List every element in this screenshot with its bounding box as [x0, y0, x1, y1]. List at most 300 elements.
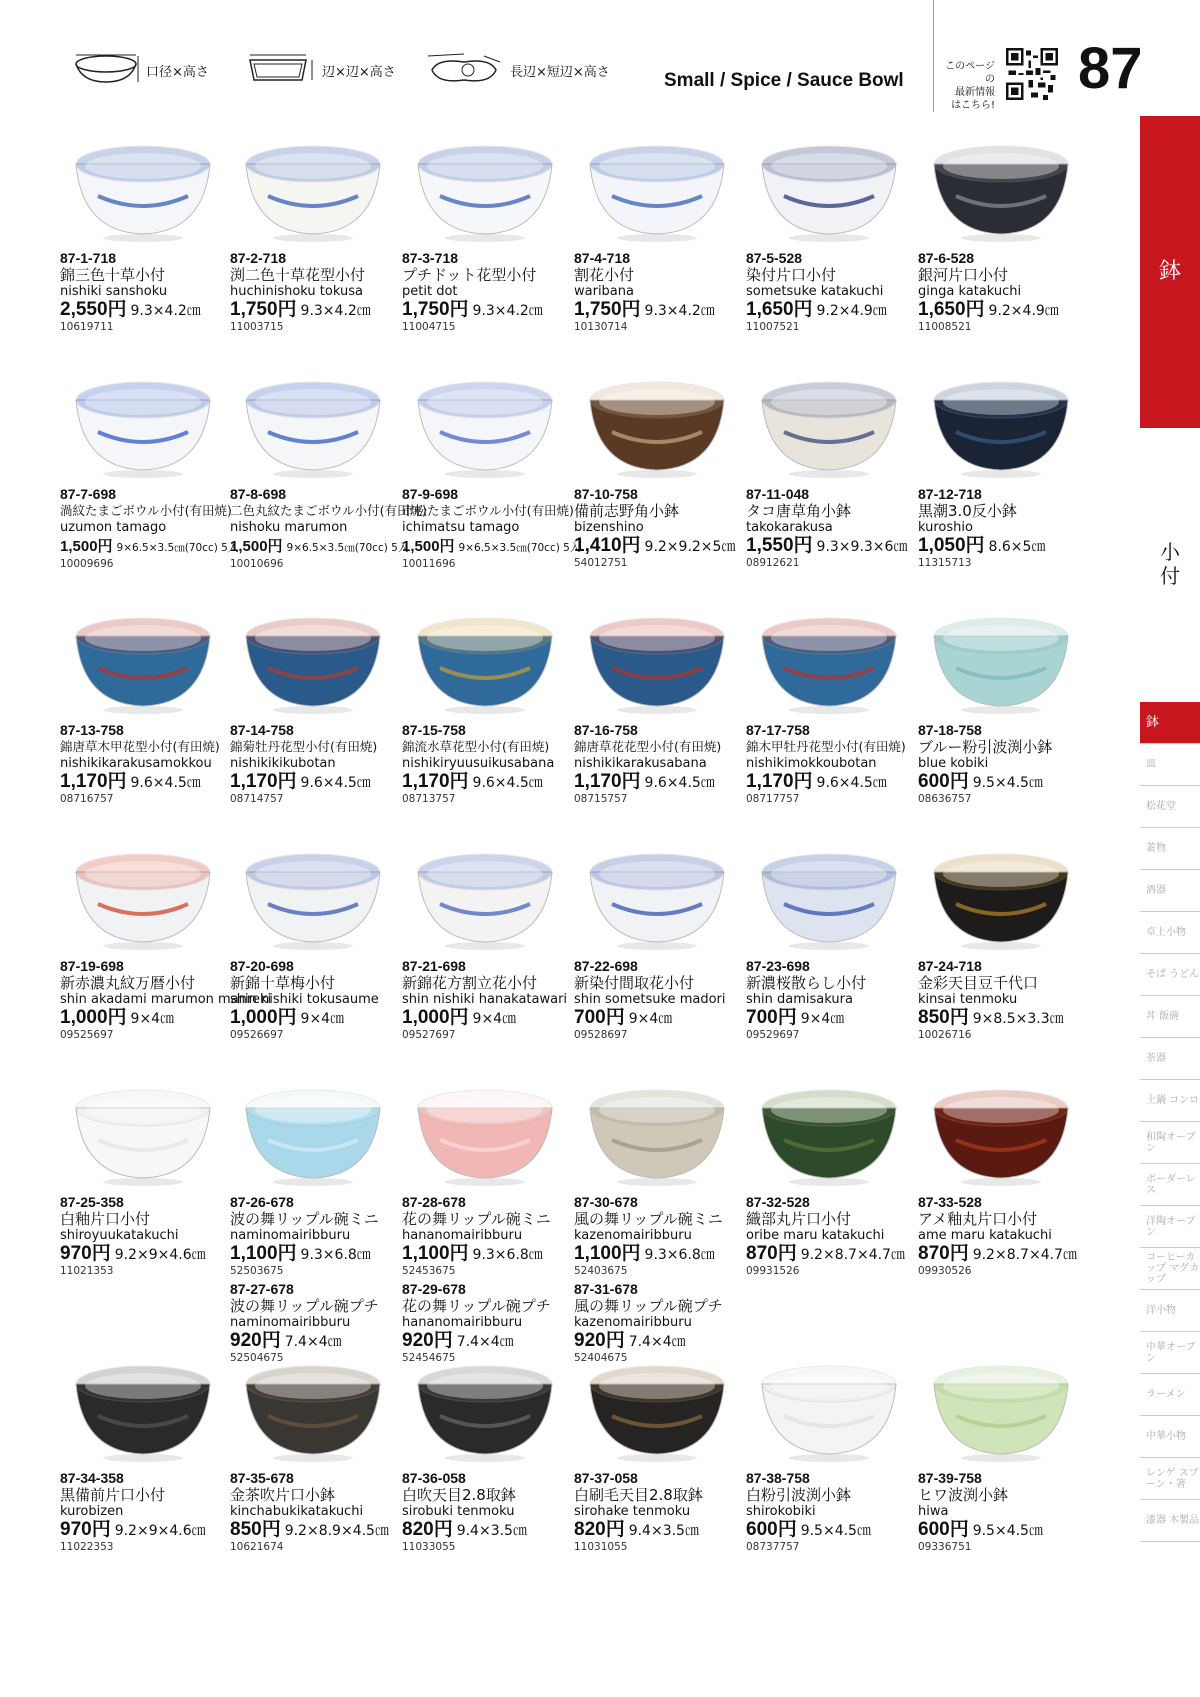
product-name: 白刷毛天目2.8取鉢 — [574, 1486, 703, 1504]
bowl-image — [68, 136, 218, 244]
bowl-image — [410, 608, 560, 716]
product-romaji: naminomairibburu — [230, 1228, 351, 1243]
product-romaji: shin damisakura — [746, 992, 853, 1007]
product-card[interactable] — [574, 1356, 750, 1553]
product-card[interactable] — [230, 844, 406, 1041]
product-code: 87-34-358 — [60, 1470, 124, 1486]
product-price: 1,170円 — [402, 771, 469, 792]
product-card[interactable] — [402, 844, 578, 1041]
product-sku: 11003715 — [230, 321, 284, 333]
product-card[interactable] — [60, 372, 239, 570]
product-price: 1,750円 — [574, 299, 641, 320]
product-sku: 08737757 — [746, 1541, 800, 1553]
product-sku: 09931526 — [746, 1265, 800, 1277]
product-romaji: sirobuki tenmoku — [402, 1504, 515, 1519]
product-sku: 09525697 — [60, 1029, 114, 1041]
product-name: 錦唐草花花型小付(有田焼) — [574, 739, 722, 754]
product-romaji: waribana — [574, 284, 634, 299]
legend-round-text: 口径×高さ — [146, 64, 209, 80]
product-size: 9×6.5×3.5㎝(70cc) 5入 — [116, 542, 239, 554]
price-row — [230, 1007, 406, 1030]
header-divider — [933, 0, 934, 112]
product-size: 9×4㎝ — [130, 1011, 175, 1027]
product-code: 87-12-718 — [918, 486, 982, 502]
product-name: プチドット花型小付 — [402, 266, 537, 284]
product-price: 1,000円 — [60, 1007, 127, 1028]
product-name: 黒備前片口小付 — [60, 1486, 166, 1504]
bowl-image — [68, 372, 218, 480]
page-title: Small / Spice / Sauce Bowl — [664, 70, 904, 91]
product-romaji: huchinishoku tokusa — [230, 284, 363, 299]
product-card[interactable] — [60, 136, 236, 333]
product-sku: 09529697 — [746, 1029, 800, 1041]
product-romaji: sometsuke katakuchi — [746, 284, 884, 299]
price-row — [230, 535, 409, 559]
price-row — [918, 299, 1094, 322]
product-romaji: shiroyuukatakuchi — [60, 1228, 179, 1243]
product-romaji: kinsai tenmoku — [918, 992, 1018, 1007]
side-nav-item[interactable]: コーヒーカップ マグカップ — [1140, 1248, 1200, 1290]
product-variant[interactable] — [574, 1281, 750, 1364]
product-price: 1,500円 — [230, 538, 283, 555]
bowl-image — [410, 136, 560, 244]
legend-round — [72, 52, 209, 88]
price-row — [230, 1330, 406, 1353]
product-price: 1,100円 — [230, 1243, 297, 1264]
product-name: 新赤濃丸紋万暦小付 — [60, 974, 196, 992]
bowl-image — [68, 608, 218, 716]
side-nav-item[interactable]: 中華小物 — [1140, 1416, 1200, 1458]
product-price: 920円 — [574, 1330, 625, 1351]
price-row — [230, 1519, 406, 1542]
price-row — [918, 1243, 1094, 1266]
product-name: 錦菊牡丹花型小付(有田焼) — [230, 739, 378, 754]
price-row — [402, 1007, 578, 1030]
product-name: 風の舞リップル碗プチ — [574, 1297, 723, 1315]
product-sku: 08715757 — [574, 793, 628, 805]
price-row — [574, 299, 750, 322]
side-nav-item[interactable]: 松花堂 — [1140, 786, 1200, 828]
price-row — [60, 1519, 236, 1542]
product-card[interactable] — [230, 1356, 406, 1553]
bowl-image — [238, 372, 388, 480]
side-nav-item[interactable]: 中華オーブン — [1140, 1332, 1200, 1374]
product-name: 白釉片口小付 — [60, 1210, 151, 1228]
product-size: 9.3×6.8㎝ — [300, 1247, 371, 1263]
product-name: 錦唐草木甲花型小付(有田焼) — [60, 739, 220, 754]
product-price: 1,170円 — [746, 771, 813, 792]
page-number: 87 — [1078, 36, 1143, 101]
product-sku: 10619711 — [60, 321, 114, 333]
price-row — [746, 535, 922, 558]
product-code: 87-32-528 — [746, 1194, 810, 1210]
product-price: 2,550円 — [60, 299, 127, 320]
product-code: 87-27-678 — [230, 1281, 294, 1297]
side-nav-item[interactable]: 丼 飯碗 — [1140, 996, 1200, 1038]
product-card[interactable] — [574, 1080, 750, 1364]
product-code: 87-7-698 — [60, 486, 117, 502]
product-romaji: shin nishiki tokusaume — [230, 992, 379, 1007]
product-size: 9×4㎝ — [800, 1011, 845, 1027]
product-romaji: bizenshino — [574, 520, 644, 535]
product-code: 87-26-678 — [230, 1194, 294, 1210]
product-price: 920円 — [230, 1330, 281, 1351]
product-romaji: shin nishiki hanakatawari — [402, 992, 568, 1007]
product-card[interactable] — [918, 372, 1094, 569]
product-romaji: nishikikarakusamokkou — [60, 756, 212, 771]
side-nav-item[interactable]: 鉢 — [1140, 702, 1200, 744]
product-romaji: sirohake tenmoku — [574, 1504, 691, 1519]
product-card[interactable] — [574, 844, 750, 1041]
product-sku: 52504675 — [230, 1352, 284, 1364]
product-card[interactable] — [746, 1080, 922, 1277]
product-sku: 09930526 — [918, 1265, 972, 1277]
product-card[interactable] — [574, 608, 750, 805]
bowl-image — [926, 372, 1076, 480]
product-card[interactable] — [918, 136, 1094, 333]
product-card[interactable] — [574, 136, 750, 333]
product-code: 87-8-698 — [230, 486, 287, 502]
product-name: 金彩天目豆千代口 — [918, 974, 1039, 992]
product-card[interactable] — [746, 372, 922, 569]
product-size: 9×8.5×3.3㎝ — [972, 1011, 1064, 1027]
product-card[interactable] — [60, 1080, 236, 1277]
side-nav-item[interactable]: 漆器 木製品 — [1140, 1500, 1200, 1542]
round-bowl-icon — [72, 52, 140, 88]
product-price: 850円 — [230, 1519, 281, 1540]
product-card[interactable] — [230, 136, 406, 333]
product-romaji: shin akadami marumon manreki — [60, 992, 272, 1007]
product-sku: 08714757 — [230, 793, 284, 805]
product-romaji: takokarakusa — [746, 520, 833, 535]
product-price: 1,100円 — [402, 1243, 469, 1264]
product-sku: 09527697 — [402, 1029, 456, 1041]
product-size: 9.2×4.9㎝ — [816, 303, 887, 319]
product-romaji: naminomairibburu — [230, 1315, 351, 1330]
product-romaji: nishoku marumon — [230, 520, 348, 535]
price-row — [60, 1243, 236, 1266]
side-nav-item[interactable]: ラーメン — [1140, 1374, 1200, 1416]
product-name: 白吹天目2.8取鉢 — [402, 1486, 516, 1504]
price-row — [60, 771, 236, 794]
product-code: 87-31-678 — [574, 1281, 638, 1297]
product-code: 87-14-758 — [230, 722, 294, 738]
oval-dish-icon — [424, 52, 504, 88]
product-card[interactable] — [574, 372, 750, 569]
product-price: 1,750円 — [402, 299, 469, 320]
product-size: 9.3×4.2㎝ — [644, 303, 715, 319]
product-code: 87-16-758 — [574, 722, 638, 738]
product-name: ブルー粉引波渕小鉢 — [918, 738, 1053, 756]
product-code: 87-2-718 — [230, 250, 287, 266]
product-price: 1,410円 — [574, 535, 641, 556]
side-tab-label: 鉢 — [1158, 259, 1181, 284]
legend-square — [244, 52, 396, 88]
product-size: 9.5×4.5㎝ — [972, 775, 1043, 791]
product-sku: 52454675 — [402, 1352, 456, 1364]
price-row — [574, 1007, 750, 1030]
product-card[interactable] — [402, 1356, 578, 1553]
product-price: 970円 — [60, 1519, 111, 1540]
product-sku: 09526697 — [230, 1029, 284, 1041]
product-price: 1,000円 — [230, 1007, 297, 1028]
product-code: 87-33-528 — [918, 1194, 982, 1210]
product-price: 700円 — [574, 1007, 625, 1028]
product-card[interactable] — [60, 1356, 236, 1553]
product-name: 新濃桜散らし小付 — [746, 974, 867, 992]
bowl-image — [238, 1356, 388, 1464]
product-card[interactable] — [402, 608, 578, 805]
legend-oval — [424, 52, 610, 88]
product-card[interactable] — [918, 844, 1094, 1041]
product-code: 87-18-758 — [918, 722, 982, 738]
product-card[interactable] — [230, 1080, 406, 1364]
product-romaji: shin sometsuke madori — [574, 992, 726, 1007]
product-romaji: ichimatsu tamago — [402, 520, 520, 535]
product-name: 割花小付 — [574, 266, 635, 284]
product-card[interactable] — [402, 372, 581, 570]
product-price: 1,000円 — [402, 1007, 469, 1028]
product-card[interactable] — [746, 608, 922, 805]
bowl-image — [582, 1080, 732, 1188]
bowl-image — [754, 844, 904, 952]
bowl-image — [754, 1356, 904, 1464]
product-romaji: hiwa — [918, 1504, 949, 1519]
qr-note-line: 最新情報 — [955, 87, 995, 98]
product-name: 錦三色十草小付 — [60, 266, 166, 284]
product-price: 970円 — [60, 1243, 111, 1264]
side-nav-item[interactable]: そば うどん — [1140, 954, 1200, 996]
product-sku: 08912621 — [746, 557, 800, 569]
product-price: 1,170円 — [574, 771, 641, 792]
price-row — [402, 771, 578, 794]
price-row — [402, 535, 581, 559]
bowl-image — [410, 844, 560, 952]
product-romaji: hananomairibburu — [402, 1228, 523, 1243]
bowl-image — [410, 372, 560, 480]
bowl-image — [410, 1080, 560, 1188]
side-nav — [1140, 702, 1200, 1542]
price-row — [60, 299, 236, 322]
product-romaji: nishikikarakusabana — [574, 756, 707, 771]
side-nav-item[interactable]: レンゲ スプーン・箸 — [1140, 1458, 1200, 1500]
product-size: 9.4×3.5㎝ — [628, 1523, 699, 1539]
product-price: 1,100円 — [574, 1243, 641, 1264]
bowl-image — [754, 372, 904, 480]
product-price: 1,650円 — [918, 299, 985, 320]
product-size: 9.2×8.7×4.7㎝ — [972, 1247, 1077, 1263]
product-price: 600円 — [918, 771, 969, 792]
bowl-image — [238, 1080, 388, 1188]
product-card[interactable] — [230, 608, 406, 805]
bowl-image — [582, 1356, 732, 1464]
legend-square-text: 辺×辺×高さ — [322, 64, 396, 80]
product-card[interactable] — [746, 844, 922, 1041]
bowl-image — [926, 136, 1076, 244]
product-card[interactable] — [918, 608, 1094, 805]
product-romaji: hananomairibburu — [402, 1315, 523, 1330]
product-sku: 09336751 — [918, 1541, 972, 1553]
product-name: 波の舞リップル碗プチ — [230, 1297, 379, 1315]
product-name: 花の舞リップル碗ミニ — [402, 1210, 551, 1228]
side-nav-item[interactable]: 蓋物 — [1140, 828, 1200, 870]
bowl-image — [926, 1356, 1076, 1464]
product-romaji: nishikimokkoubotan — [746, 756, 877, 771]
product-sku: 08716757 — [60, 793, 114, 805]
product-name: 花の舞リップル碗プチ — [402, 1297, 551, 1315]
product-romaji: kuroshio — [918, 520, 973, 535]
product-code: 87-11-048 — [746, 486, 810, 502]
product-sku: 10621674 — [230, 1541, 284, 1553]
product-size: 9×4㎝ — [628, 1011, 673, 1027]
bowl-image — [68, 844, 218, 952]
product-card[interactable] — [746, 136, 922, 333]
side-nav-item[interactable]: 和陶オーブン — [1140, 1122, 1200, 1164]
product-card[interactable] — [746, 1356, 922, 1553]
product-sku: 10009696 — [60, 558, 114, 570]
side-nav-item[interactable]: 土鍋 コンロ — [1140, 1080, 1200, 1122]
product-code: 87-37-058 — [574, 1470, 638, 1486]
product-price: 1,050円 — [918, 535, 985, 556]
product-sku: 11022353 — [60, 1541, 114, 1553]
product-size: 9.2×9×4.6㎝ — [114, 1247, 206, 1263]
price-row — [918, 771, 1094, 794]
price-row — [402, 1243, 578, 1266]
bowl-image — [582, 372, 732, 480]
price-row — [402, 299, 578, 322]
product-romaji: kazenomairibburu — [574, 1228, 692, 1243]
product-size: 9.3×4.2㎝ — [130, 303, 201, 319]
product-romaji: petit dot — [402, 284, 458, 299]
product-card[interactable] — [402, 1080, 578, 1364]
product-code: 87-17-758 — [746, 722, 810, 738]
product-size: 9.3×4.2㎝ — [300, 303, 371, 319]
side-nav-item[interactable]: 洋小物 — [1140, 1290, 1200, 1332]
bowl-image — [926, 1080, 1076, 1188]
price-row — [746, 299, 922, 322]
side-nav-item[interactable]: ボーダーレス — [1140, 1164, 1200, 1206]
product-sku: 11021353 — [60, 1265, 114, 1277]
side-category: 小付 — [1160, 540, 1180, 588]
product-name: 新染付間取花小付 — [574, 974, 695, 992]
product-sku: 10011696 — [402, 558, 456, 570]
product-code: 87-1-718 — [60, 250, 117, 266]
product-code: 87-25-358 — [60, 1194, 124, 1210]
product-card[interactable] — [918, 1356, 1094, 1553]
product-size: 7.4×4㎝ — [284, 1334, 342, 1350]
product-card[interactable] — [402, 136, 578, 333]
product-sku: 11004715 — [402, 321, 456, 333]
product-sku: 09528697 — [574, 1029, 628, 1041]
product-romaji: kurobizen — [60, 1504, 124, 1519]
price-row — [918, 535, 1094, 558]
side-nav-item[interactable]: 酒器 — [1140, 870, 1200, 912]
product-card[interactable] — [918, 1080, 1094, 1277]
product-size: 9.6×4.5㎝ — [130, 775, 201, 791]
product-code: 87-29-678 — [402, 1281, 466, 1297]
price-row — [746, 771, 922, 794]
product-sku: 08636757 — [918, 793, 972, 805]
product-name: 黒潮3.0反小鉢 — [918, 502, 1017, 520]
product-price: 1,650円 — [746, 299, 813, 320]
product-name: 波の舞リップル碗ミニ — [230, 1210, 379, 1228]
product-name: 銀河片口小付 — [918, 266, 1009, 284]
product-price: 1,500円 — [60, 538, 113, 555]
price-row — [574, 1519, 750, 1542]
product-code: 87-38-758 — [746, 1470, 810, 1486]
product-name: 渦紋たまごボウル小付(有田焼) — [60, 503, 232, 518]
product-name: 金茶吹片口小鉢 — [230, 1486, 336, 1504]
product-code: 87-3-718 — [402, 250, 459, 266]
bowl-image — [926, 844, 1076, 952]
product-name: タコ唐草角小鉢 — [746, 502, 852, 520]
bowl-image — [754, 608, 904, 716]
product-sku: 10026716 — [918, 1029, 972, 1041]
product-size: 9.2×9×4.6㎝ — [114, 1523, 206, 1539]
product-variant[interactable] — [230, 1281, 406, 1364]
price-row — [746, 1519, 922, 1542]
product-name: 織部丸片口小付 — [746, 1210, 852, 1228]
price-row — [574, 1330, 750, 1353]
product-sku: 54012751 — [574, 557, 628, 569]
side-nav-item[interactable]: 皿 — [1140, 744, 1200, 786]
side-nav-item[interactable]: 洋陶オーブン — [1140, 1206, 1200, 1248]
product-variant[interactable] — [402, 1281, 578, 1364]
product-code: 87-21-698 — [402, 958, 466, 974]
bowl-image — [926, 608, 1076, 716]
product-price: 1,500円 — [402, 538, 455, 555]
product-code: 87-23-698 — [746, 958, 810, 974]
bowl-image — [582, 136, 732, 244]
product-size: 9.2×9.2×5㎝ — [644, 539, 736, 555]
product-size: 9.5×4.5㎝ — [800, 1523, 871, 1539]
product-size: 7.4×4㎝ — [456, 1334, 514, 1350]
price-row — [402, 1519, 578, 1542]
product-sku: 52404675 — [574, 1352, 628, 1364]
product-price: 1,750円 — [230, 299, 297, 320]
product-card[interactable] — [230, 372, 427, 570]
product-name: アメ釉丸片口小付 — [918, 1210, 1038, 1228]
bowl-image — [68, 1080, 218, 1188]
price-row — [230, 1243, 406, 1266]
product-code: 87-22-698 — [574, 958, 638, 974]
price-row — [574, 535, 750, 558]
bowl-image — [582, 608, 732, 716]
product-name: 染付片口小付 — [746, 266, 837, 284]
product-price: 600円 — [746, 1519, 797, 1540]
product-code: 87-36-058 — [402, 1470, 466, 1486]
product-size: 9.3×6.8㎝ — [644, 1247, 715, 1263]
product-name: 新錦十草梅小付 — [230, 974, 336, 992]
side-tab[interactable] — [1140, 116, 1200, 428]
product-name: 備前志野角小鉢 — [574, 502, 680, 520]
product-size: 9.2×4.9㎝ — [988, 303, 1059, 319]
product-romaji: nishikiryuusuikusabana — [402, 756, 555, 771]
product-sku: 52503675 — [230, 1265, 284, 1277]
product-price: 820円 — [402, 1519, 453, 1540]
product-size: 9.3×6.8㎝ — [472, 1247, 543, 1263]
qr-code[interactable] — [1006, 48, 1058, 100]
price-row — [746, 1007, 922, 1030]
product-romaji: shirokobiki — [746, 1504, 816, 1519]
legend-oval-text: 長辺×短辺×高さ — [510, 64, 610, 80]
product-card[interactable] — [60, 608, 236, 805]
product-romaji: ame maru katakuchi — [918, 1228, 1052, 1243]
bowl-image — [754, 1080, 904, 1188]
side-nav-item[interactable]: 茶器 — [1140, 1038, 1200, 1080]
product-code: 87-20-698 — [230, 958, 294, 974]
side-nav-item[interactable]: 卓上小物 — [1140, 912, 1200, 954]
